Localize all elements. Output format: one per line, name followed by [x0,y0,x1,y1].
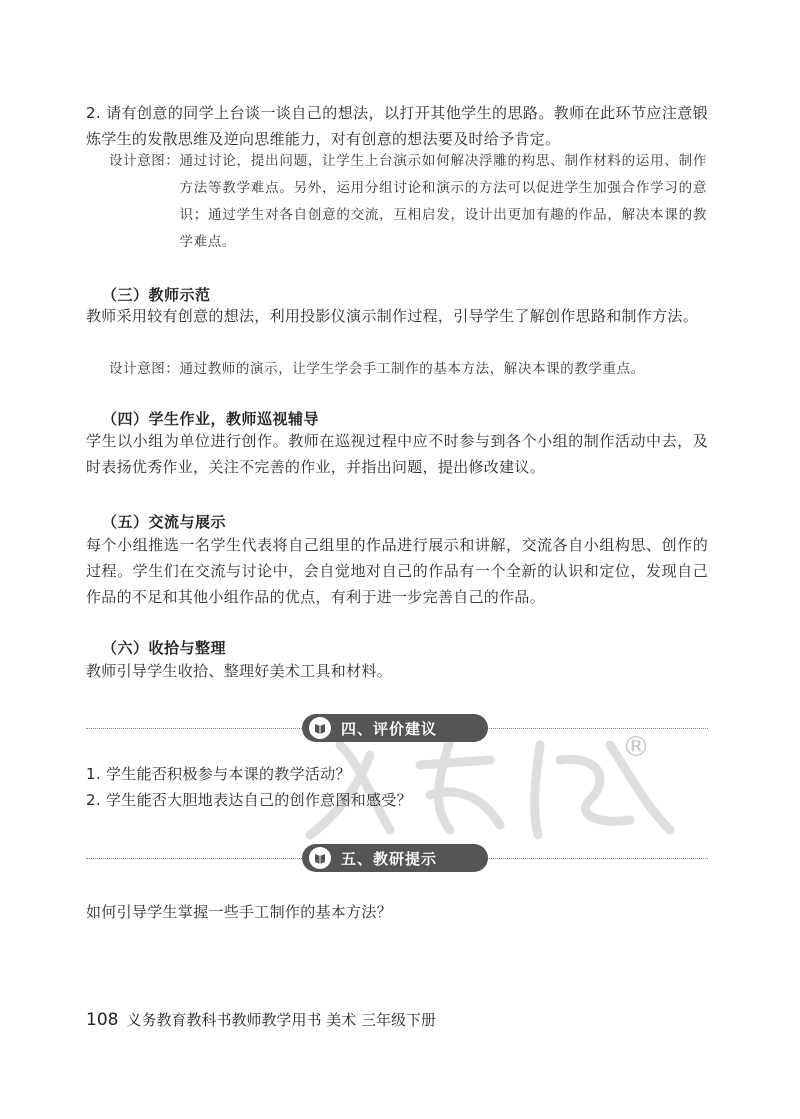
evaluation-item: 2. 学生能否大胆地表达自己的创作意图和感受？ [86,791,412,809]
banner-title: 五、教研提示 [341,849,438,868]
book-icon [309,847,331,869]
banner-research [86,844,708,874]
section-heading-teacher-demo: （三）教师示范 [102,286,211,304]
design-intent-note-2 [109,356,707,383]
research-paragraph: 如何引导学生掌握一些手工制作的基本方法？ [86,903,393,921]
section-heading-cleanup: （六）收拾与整理 [102,639,227,657]
design-intent-label-2: 设计意图： [109,361,180,377]
book-title: 义务教育教科书教师教学用书 美术 三年级下册 [126,1011,436,1029]
section-4-paragraph: 学生以小组为单位进行创作。教师在巡视过程中应不时参与到各个小组的制作活动中去，及时表扬优秀作业，关注不完善的作业，并指出问题，提出修改建议。 [86,432,708,476]
section-3-paragraph: 教师采用较有创意的想法，利用投影仪演示制作过程，引导学生了解创作思路和制作方法。 [86,307,699,325]
section-5-paragraph: 每个小组推选一名学生代表将自己组里的作品进行展示和讲解，交流各自小组构思、创作的过程。学生们在交流与讨论中，会自觉地对自己的作品有一个全新的认识和定位，发现自己作品的不足和其他小组作品的优点，有利于进一步完善自己的作品。 [86,536,708,606]
design-intent-label: 设计意图： [109,153,180,169]
book-icon [309,717,331,739]
design-intent-text-2: 通过教师的演示，让学生学会手工制作的基本方法，解决本课的教学重点。 [179,361,645,377]
evaluation-item: 1. 学生能否积极参与本课的教学活动？ [86,765,351,783]
section-heading-exchange: （五）交流与展示 [102,513,227,531]
registered-mark: ® [622,730,650,763]
page-number: 108 [86,1010,119,1030]
design-intent-text: 通过讨论，提出问题，让学生上台演示如何解决浮雕的构思、制作材料的运用、制作方法等教学难点。另外，运用分组讨论和演示的方法可以促进学生加强合作学习的意识；通过学生对各自创意的交流，互相启发，设计出更加有趣的作品，解决本课的教学难点。 [179,153,707,250]
design-intent-note [109,148,707,256]
page-footer [86,1009,436,1030]
banner-evaluation [86,714,708,744]
banner-pill [302,844,488,872]
section-6-paragraph: 教师引导学生收拾、整理好美术工具和材料。 [86,662,393,680]
section-heading-student-work: （四）学生作业，教师巡视辅导 [102,410,320,428]
banner-pill [302,714,488,742]
banner-title: 四、评价建议 [341,719,438,738]
intro-paragraph: 2. 请有创意的同学上台谈一谈自己的想法，以打开其他学生的思路。教师在此环节应注意锻炼学生的发散思维及逆向思维能力，对有创意的想法要及时给予肯定。 [86,104,708,148]
